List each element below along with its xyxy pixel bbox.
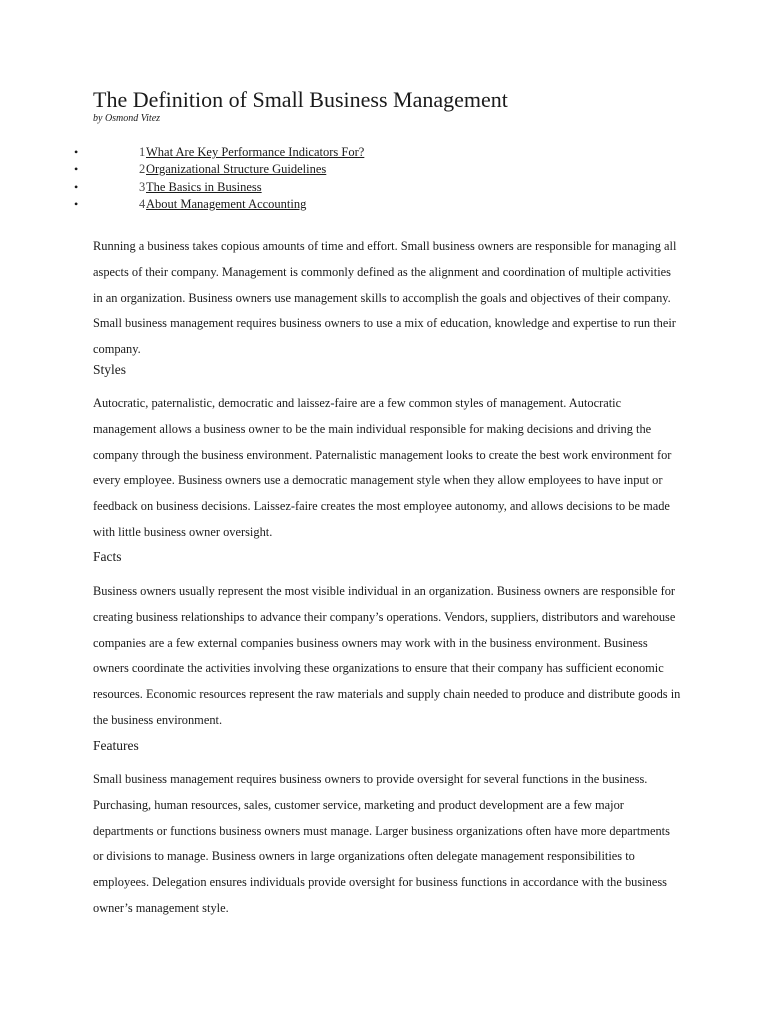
toc-number: 4 [139, 196, 146, 211]
bullet-icon: • [74, 145, 79, 159]
page-title: The Definition of Small Business Management [93, 87, 508, 112]
bullet-icon: • [74, 179, 79, 194]
section-paragraph-facts: Business owners usually represent the most visible individual in an organization. Business owners are responsible for creating business relationships to advance their company’s operations. Vendors, suppliers, distributors and warehouse companies are a few external companies business owners may work with in the business environment. Business owners coordinate the activities involving these organizations to ensure that their company has sufficient economic resources. Economic resources represent the raw materials and supply chain needed to produce and distribute goods in the business environment. [93, 584, 681, 727]
bullet-icon: • [74, 162, 79, 177]
toc-number: 2 [139, 162, 146, 177]
toc-number: 1 [139, 145, 146, 159]
intro-paragraph: Running a business takes copious amounts of time and effort. Small business owners are responsible for managing all aspects of their company. Management is commonly defined as the alignment and coordination of multiple activities in an organization. Business owners use management skills to accomplish the goals and objectives of their company. Small business management requires business owners to use a mix of education, knowledge and expertise to run their company. [93, 239, 677, 357]
toc-item [0, 144, 768, 161]
toc-number: 3 [139, 179, 146, 194]
section-heading-features: Features [93, 738, 139, 753]
section-heading-styles: Styles [93, 362, 127, 377]
toc-link-organizational-structure[interactable]: Organizational Structure Guidelines [146, 162, 327, 177]
toc-item [0, 179, 768, 196]
section-paragraph-features: Small business management requires business owners to provide oversight for several functions in the business. Purchasing, human resources, sales, customer service, marketing and product development are a few major departments or functions business owners must manage. Larger business organizations often have more departments or divisions to manage. Business owners in large organizations often delegate management responsibilities to employees. Delegation ensures individuals provide oversight for business functions in accordance with the business owner’s management style. [93, 772, 670, 915]
toc-link-management-accounting[interactable]: About Management Accounting [146, 196, 307, 211]
section-heading-facts: Facts [93, 549, 122, 564]
toc-item [0, 161, 768, 178]
bullet-icon: • [74, 196, 79, 211]
section-paragraph-styles: Autocratic, paternalistic, democratic and laissez-faire are a few common styles of management. Autocratic management allows a business owner to be the main individual responsible for making decisions and driving the company through the business environment. Paternalistic management looks to create the best work environment for every employee. Business owners use a democratic management style when they allow employees to have input or feedback on business decisions. Laissez-faire creates the most employee autonomy, and allows decisions to be made with little business owner oversight. [93, 396, 672, 539]
toc-link-basics-in-business[interactable]: The Basics in Business [146, 179, 262, 194]
table-of-contents [0, 144, 768, 213]
toc-link-key-performance-indicators[interactable]: What Are Key Performance Indicators For? [146, 145, 365, 159]
toc-item [0, 196, 768, 213]
author-byline: by Osmond Vitez [93, 113, 161, 124]
